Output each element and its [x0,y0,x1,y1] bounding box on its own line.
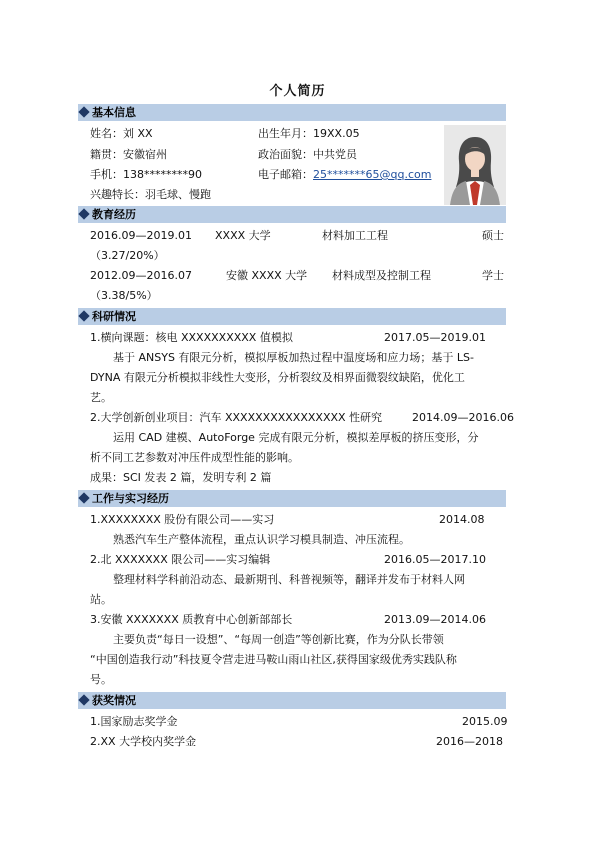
edu-major: 材料加工工程 [322,229,388,242]
section-label: 工作与实习经历 [92,492,169,505]
work-title: 2.北 XXXXXXX 限公司——实习编辑 [90,553,271,566]
email-link[interactable]: 25*******65@qq.com [313,168,432,181]
research-desc: 运用 CAD 建模、AutoForge 完成有限元分析，模拟差厚板的挤压变形，分 [113,431,479,444]
research-desc: 基于 ANSYS 有限元分析，模拟厚板加热过程中温度场和应力场；基于 LS- [113,351,475,364]
name-field: 姓名：刘 XX [90,127,153,140]
section-label: 获奖情况 [92,694,136,707]
research-result: 成果：SCI 发表 2 篇，发明专利 2 篇 [90,471,272,484]
award-name: 2.XX 大学校内奖学金 [90,735,197,748]
edu-degree: 硕士 [482,229,504,242]
hobby-field: 兴趣特长：羽毛球、慢跑 [90,188,211,201]
section-label: 教育经历 [92,208,136,221]
phone-field: 手机：138********90 [90,168,202,181]
edu-school: 安徽 XXXX 大学 [226,269,308,282]
work-desc: 熟悉汽车生产整体流程，重点认识学习模具制造、冲压流程。 [113,533,410,546]
research-title: 2.大学创新创业项目：汽车 XXXXXXXXXXXXXXXX 性研究 [90,411,383,424]
work-desc: 站。 [90,593,112,606]
edu-major: 材料成型及控制工程 [332,269,431,282]
work-title: 1.XXXXXXXX 股份有限公司——实习 [90,513,275,526]
edu-period: 2012.09—2016.07 [90,269,192,282]
award-date: 2015.09 [462,715,508,728]
research-title: 1.横向课题：核电 XXXXXXXXXX 值模拟 [90,331,293,344]
work-date: 2014.08 [439,513,485,526]
work-desc: 整理材料学科前沿动态、最新期刊、科普视频等，翻译并发布于材料人网 [113,573,465,586]
birth-field: 出生年月：19XX.05 [258,127,360,140]
section-label: 基本信息 [92,106,136,119]
section-label: 科研情况 [92,310,136,323]
diamond-icon [78,694,89,705]
edu-rank: （3.38/5%） [90,289,158,302]
edu-period: 2016.09—2019.01 [90,229,192,242]
origin-field: 籍贯：安徽宿州 [90,148,167,161]
work-date: 2016.05—2017.10 [384,553,486,566]
research-date: 2017.05—2019.01 [384,331,486,344]
section-header-education [78,206,506,223]
section-header-research [78,308,506,325]
edu-school: XXXX 大学 [215,229,271,242]
diamond-icon [78,310,89,321]
section-header-basic [78,104,506,121]
research-desc: DYNA 有限元分析模拟非线性大变形，分析裂纹及相界面微裂纹缺陷，优化工 [90,371,465,384]
email-row [258,168,431,182]
page-title: 个人简历 [269,84,326,99]
section-header-work [78,490,506,507]
work-date: 2013.09—2014.06 [384,613,486,626]
research-date: 2014.09—2016.06 [412,411,514,424]
avatar-illustration [444,125,506,205]
diamond-icon [78,492,89,503]
award-name: 1.国家励志奖学金 [90,715,178,728]
research-desc: 析不同工艺参数对冲压件成型性能的影响。 [90,451,299,464]
work-desc: 号。 [90,673,112,686]
work-desc: “中国创造我行动”科技夏令营走进马鞍山雨山社区,获得国家级优秀实践队称 [90,653,457,666]
award-date: 2016—2018 [436,735,503,748]
edu-rank: （3.27/20%） [90,249,165,262]
email-label: 电子邮箱： [258,168,313,181]
diamond-icon [78,106,89,117]
edu-degree: 学士 [482,269,504,282]
research-desc: 艺。 [90,391,112,404]
politics-field: 政治面貌：中共党员 [258,148,357,161]
section-header-awards [78,692,506,709]
work-title: 3.安徽 XXXXXXX 质教育中心创新部部长 [90,613,293,626]
avatar [444,125,506,205]
work-desc: 主要负责“每日一设想”、“每周一创造”等创新比赛，作为分队长带领 [113,633,444,646]
diamond-icon [78,208,89,219]
